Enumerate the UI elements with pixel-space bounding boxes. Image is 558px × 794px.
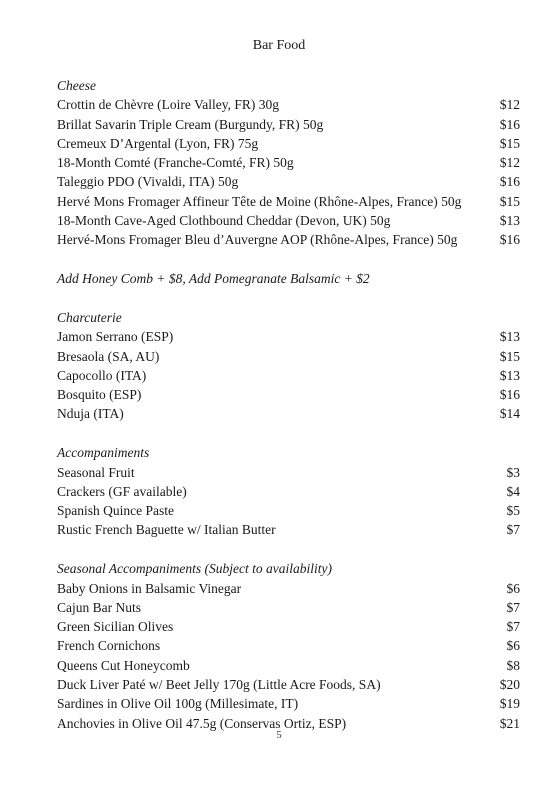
item-name: Spanish Quince Paste — [57, 503, 174, 519]
menu-item — [57, 694, 520, 713]
section-accompaniments — [57, 443, 520, 539]
item-name: 18-Month Cave-Aged Clothbound Cheddar (Devon, UK) 50g — [57, 213, 391, 229]
section-cheese — [57, 76, 520, 250]
item-price: $13 — [499, 213, 520, 229]
page-number: 5 — [276, 729, 282, 741]
section-charcuterie — [57, 308, 520, 424]
item-name: Cajun Bar Nuts — [57, 599, 141, 615]
item-price: $13 — [499, 329, 520, 345]
section-heading: Charcuterie — [57, 309, 122, 325]
item-price: $6 — [506, 580, 520, 596]
item-price: $3 — [506, 464, 520, 480]
item-price: $12 — [499, 97, 520, 113]
item-name: Brillat Savarin Triple Cream (Burgundy, FR) 50g — [57, 116, 324, 132]
item-price: $21 — [499, 715, 520, 731]
item-name: Nduja (ITA) — [57, 406, 124, 422]
item-name: Anchovies in Olive Oil 47.5g (Conservas Ortiz, ESP) — [57, 715, 347, 731]
item-name: Baby Onions in Balsamic Vinegar — [57, 580, 242, 596]
item-price: $16 — [499, 387, 520, 403]
item-price: $16 — [499, 232, 520, 248]
item-name: Jamon Serrano (ESP) — [57, 329, 174, 345]
menu-item — [57, 617, 520, 636]
item-price: $14 — [499, 406, 520, 422]
menu-item — [57, 404, 520, 423]
menu-item — [57, 134, 520, 153]
menu-item — [57, 366, 520, 385]
item-name: 18-Month Comté (Franche-Comté, FR) 50g — [57, 155, 294, 171]
menu-item — [57, 482, 520, 501]
menu-item — [57, 656, 520, 675]
item-price: $7 — [506, 522, 520, 538]
item-price: $4 — [506, 483, 520, 499]
menu-item — [57, 501, 520, 520]
menu-item — [57, 153, 520, 172]
menu-item — [57, 211, 520, 230]
item-name: Taleggio PDO (Vivaldi, ITA) 50g — [57, 174, 239, 190]
page-title: Bar Food — [252, 38, 306, 53]
item-name: Crottin de Chèvre (Loire Valley, FR) 30g — [57, 97, 279, 113]
item-name: Hervé Mons Fromager Affineur Tête de Moine (Rhône-Alpes, France) 50g — [57, 193, 462, 209]
menu-item — [57, 347, 520, 366]
section-heading: Seasonal Accompaniments (Subject to availability) — [57, 561, 332, 577]
item-price: $15 — [499, 348, 520, 364]
item-price: $20 — [499, 677, 520, 693]
section-heading: Accompaniments — [57, 445, 150, 461]
item-name: French Cornichons — [57, 638, 161, 654]
menu-item — [57, 675, 520, 694]
menu-item — [57, 385, 520, 404]
menu-item — [57, 230, 520, 249]
item-price: $16 — [499, 116, 520, 132]
item-name: Bresaola (SA, AU) — [57, 348, 160, 364]
addon-note: Add Honey Comb + $8, Add Pomegranate Balsamic + $2 — [57, 271, 370, 287]
menu-item — [57, 327, 520, 346]
item-name: Bosquito (ESP) — [57, 387, 142, 403]
item-name: Rustic French Baguette w/ Italian Butter — [57, 522, 276, 538]
menu-item — [57, 115, 520, 134]
section-heading: Cheese — [57, 78, 96, 93]
item-price: $16 — [499, 174, 520, 190]
menu-item — [57, 463, 520, 482]
item-price: $15 — [499, 135, 520, 151]
menu-item — [57, 520, 520, 539]
item-price: $13 — [499, 367, 520, 383]
item-name: Capocollo (ITA) — [57, 367, 147, 383]
item-price: $5 — [506, 503, 520, 519]
menu-item — [57, 192, 520, 211]
menu-item — [57, 579, 520, 598]
menu-item — [57, 636, 520, 655]
section-seasonal-accompaniments — [57, 559, 520, 733]
item-price: $19 — [499, 696, 520, 712]
item-price: $15 — [499, 193, 520, 209]
item-price: $6 — [506, 638, 520, 654]
item-name: Green Sicilian Olives — [57, 619, 174, 635]
item-price: $8 — [506, 657, 520, 673]
item-name: Seasonal Fruit — [57, 464, 135, 480]
item-name: Crackers (GF available) — [57, 483, 187, 499]
item-price: $7 — [506, 599, 520, 615]
menu-item — [57, 172, 520, 191]
menu-item — [57, 598, 520, 617]
item-name: Cremeux D’Argental (Lyon, FR) 75g — [57, 135, 259, 151]
item-price: $12 — [499, 155, 520, 171]
item-name: Hervé-Mons Fromager Bleu d’Auvergne AOP (Rhône-Alpes, France) 50g — [57, 232, 458, 248]
item-name: Duck Liver Paté w/ Beet Jelly 170g (Little Acre Foods, SA) — [57, 677, 381, 693]
menu-item — [57, 95, 520, 114]
item-name: Queens Cut Honeycomb — [57, 657, 190, 673]
item-name: Sardines in Olive Oil 100g (Millesimate, IT) — [57, 696, 299, 712]
menu-content — [57, 76, 520, 752]
item-price: $7 — [506, 619, 520, 635]
